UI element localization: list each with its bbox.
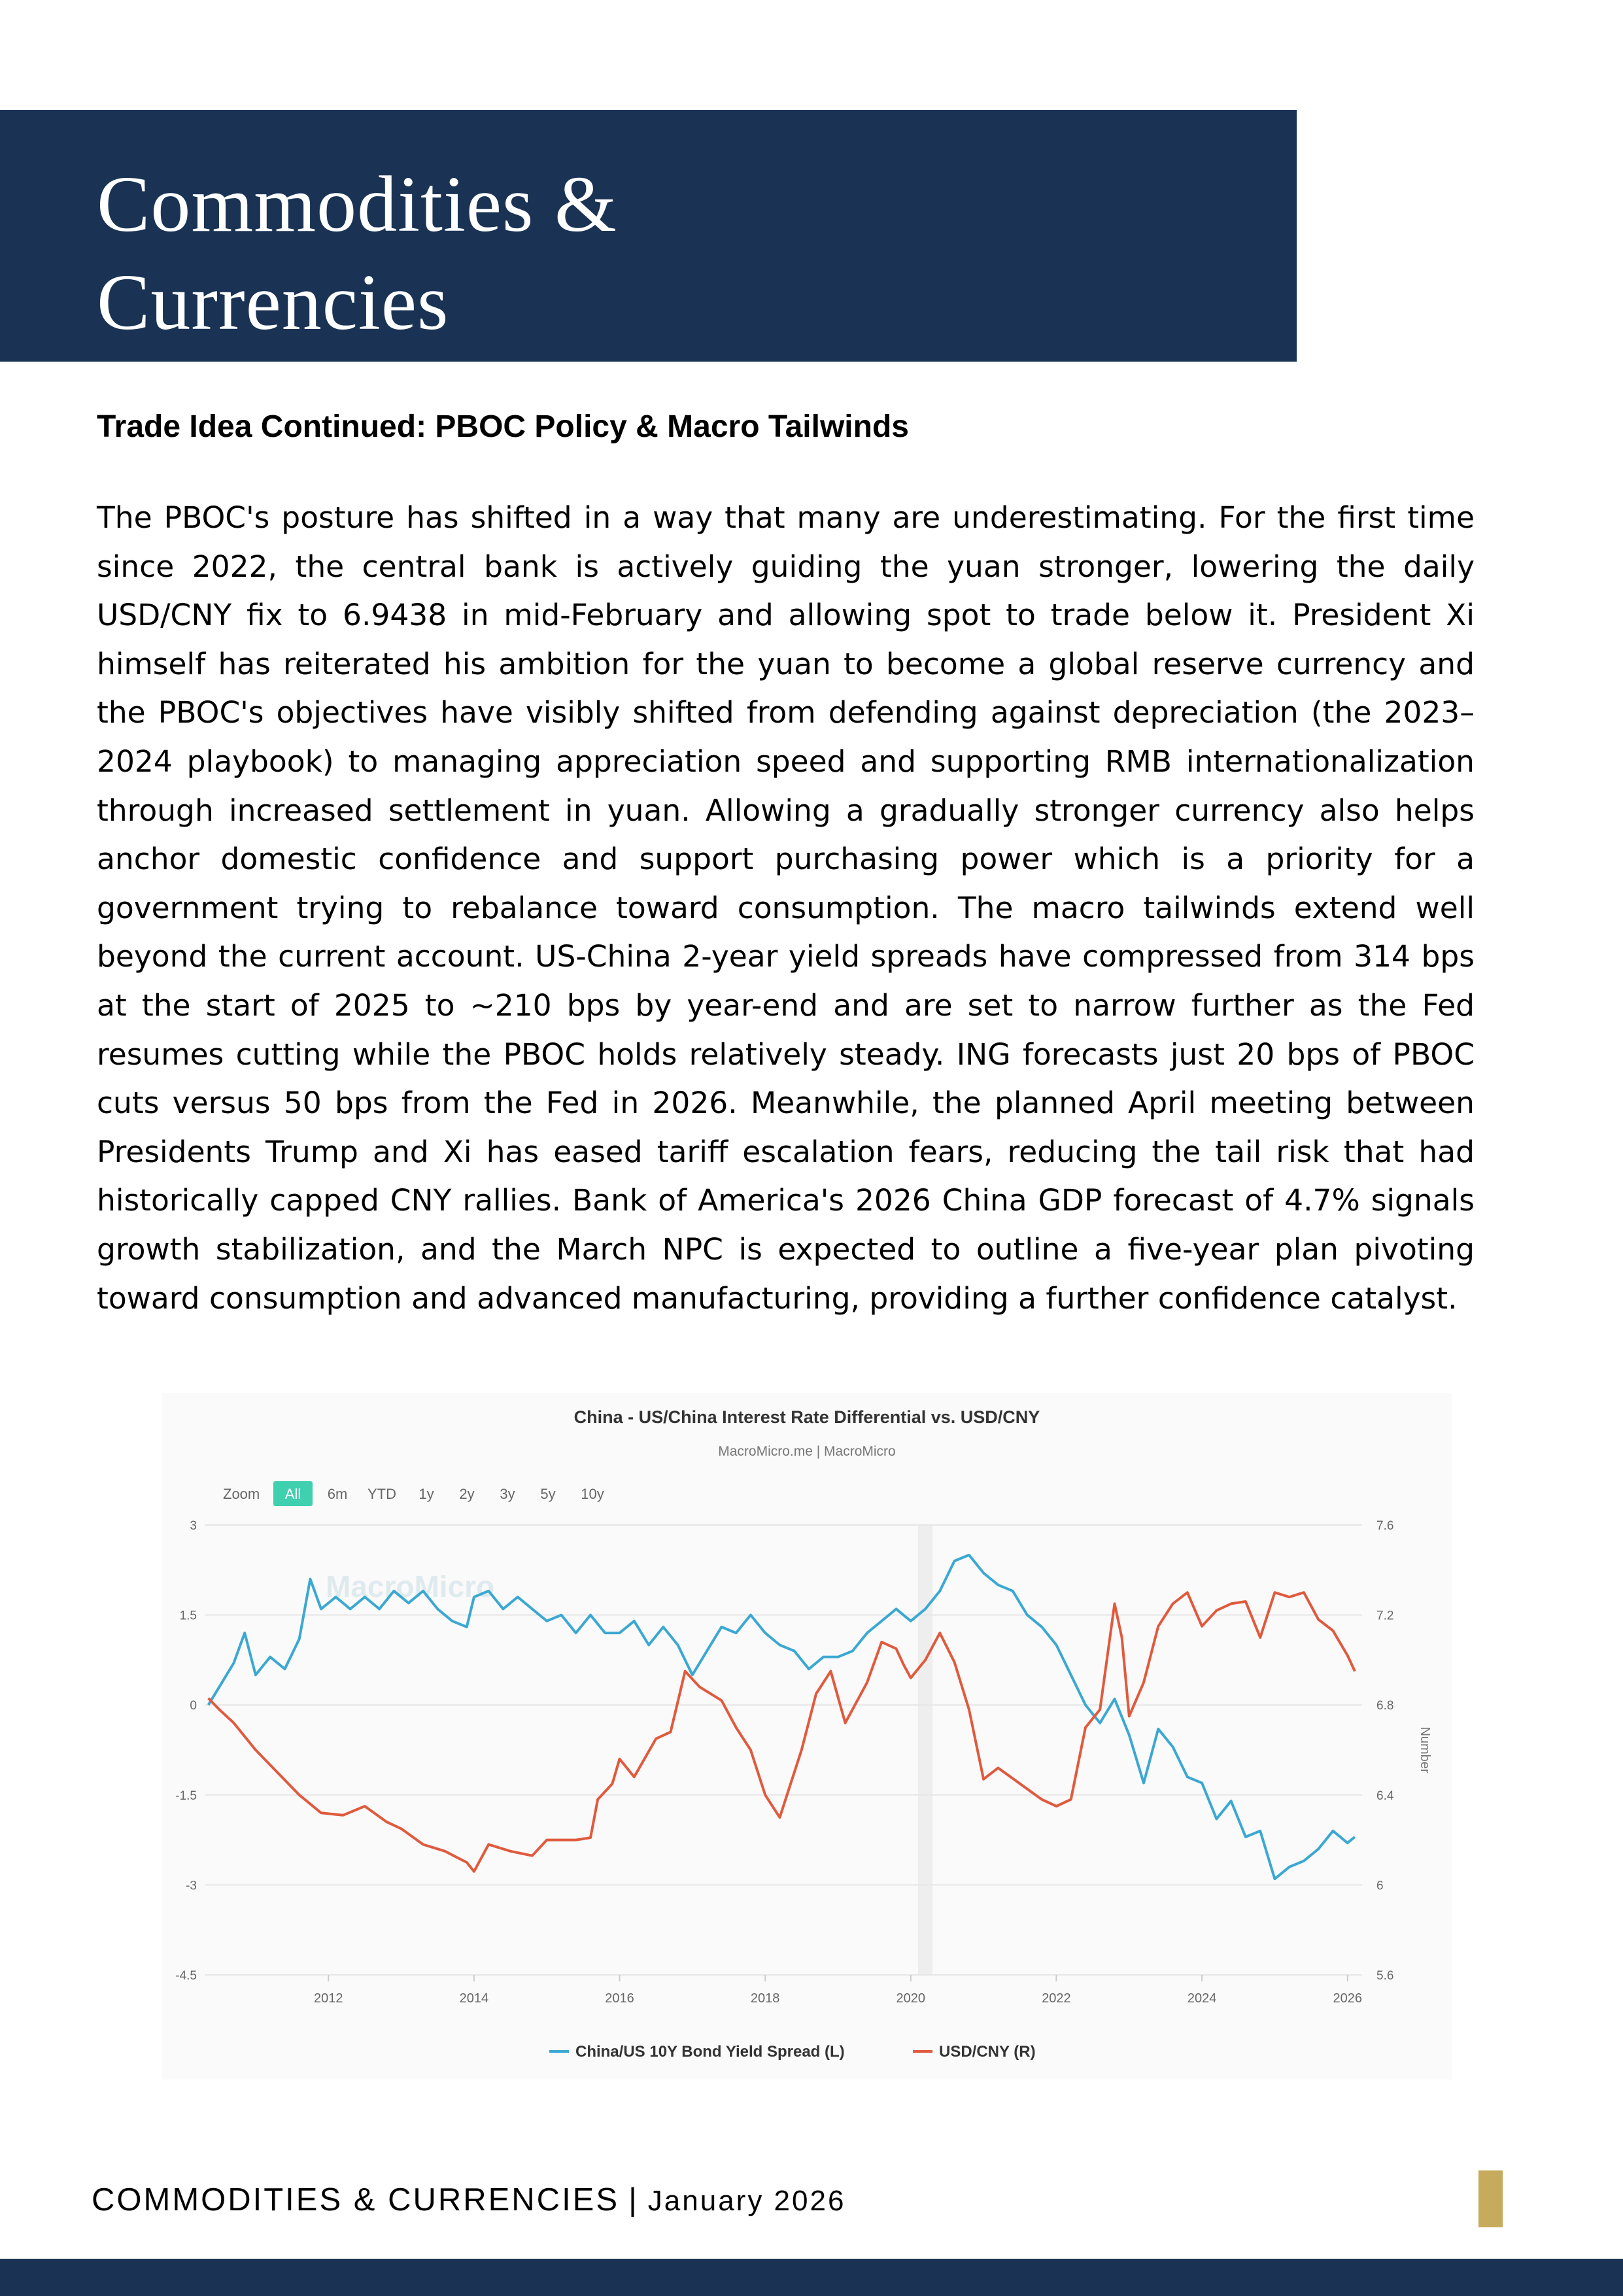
zoom-option-1y[interactable] [419, 1486, 434, 1502]
x-axis-tick: 2024 [1187, 1991, 1217, 2006]
zoom-option-label: All [284, 1486, 301, 1502]
footer [92, 2182, 846, 2218]
right-axis-tick: 7.2 [1376, 1609, 1394, 1623]
zoom-option-2y[interactable] [459, 1486, 474, 1502]
zoom-option-label: 3y [500, 1486, 515, 1502]
footer-date: January 2026 [647, 2185, 846, 2217]
legend-label: China/US 10Y Bond Yield Spread (L) [575, 2043, 845, 2061]
page-title: Commodities & Currencies [97, 160, 617, 347]
left-axis-tick: -3 [186, 1879, 197, 1893]
x-axis-tick: 2014 [459, 1991, 489, 2006]
x-axis-tick: 2022 [1042, 1991, 1071, 2006]
right-axis-tick: 6.4 [1376, 1789, 1394, 1803]
zoom-option-10y[interactable] [581, 1486, 604, 1502]
page-marker [1478, 2170, 1503, 2227]
zoom-option-label: 2y [459, 1486, 475, 1502]
bottom-bar [0, 2259, 1623, 2296]
left-axis-tick: 3 [190, 1519, 197, 1533]
zoom-option-label: 6m [327, 1486, 348, 1502]
left-axis-tick: -1.5 [175, 1789, 197, 1803]
rate-differential-chart [162, 1393, 1452, 2080]
legend-item-usdcny[interactable] [913, 2043, 1036, 2061]
chart-subtitle: MacroMicro.me | MacroMicro [718, 1444, 896, 1459]
legend-label: USD/CNY (R) [939, 2043, 1036, 2061]
chart-panel [162, 1393, 1452, 2080]
zoom-option-5y[interactable] [540, 1486, 555, 1502]
zoom-option-label: 5y [540, 1486, 556, 1502]
zoom-option-label: 1y [419, 1486, 434, 1502]
chart-watermark: MacroMicro [326, 1569, 495, 1603]
legend-item-yield-spread[interactable] [549, 2043, 845, 2061]
zoom-option-ytd[interactable] [367, 1486, 396, 1502]
right-axis-tick: 5.6 [1376, 1969, 1394, 1983]
body-paragraph: The PBOC's posture has shifted in a way that many are underestimating. For the first time since 2022, the central bank is actively guiding the yuan stronger, lowering the daily USD/CNY fix to 6.9438 in mid-February and allowing spot to trade below it. President Xi himself has reiterated his ambition for the yuan to become a global reserve currency and the PBOC's objectives have visibly shifted from defending against depreciation (the 2023–2024 playbook) to managing appreciation speed and supporting RMB internationalization through increased settlement in yuan. Allowing a gradually stronger currency also helps anchor domestic confidence and support purchasing power which is a priority for a government trying to rebalance toward consumption. The macro tailwinds extend well beyond the current account. US-China 2-year yield spreads have compressed from 314 bps at the start of 2025 to ~210 bps by year-end and are set to narrow further as the Fed resumes cutting while the PBOC holds relatively steady. ING forecasts just 20 bps of PBOC cuts versus 50 bps from the Fed in 2026. Meanwhile, the planned April meeting between Presidents Trump and Xi has eased tariff escalation fears, reducing the tail risk that had historically capped CNY rallies. Bank of America's 2026 China GDP forecast of 4.7% signals growth stabilization, and the March NPC is expected to outline a five-year plan pivoting toward consumption and advanced manufacturing, providing a further confidence catalyst. [97, 500, 1475, 1316]
recession-band [918, 1525, 932, 1975]
x-axis-tick: 2012 [313, 1991, 343, 2006]
right-axis-tick: 6 [1376, 1879, 1384, 1893]
zoom-option-all[interactable] [273, 1481, 313, 1506]
zoom-option-label: YTD [367, 1486, 396, 1502]
zoom-option-label: 10y [581, 1486, 604, 1502]
zoom-option-3y[interactable] [500, 1486, 515, 1502]
right-axis-tick: 6.8 [1376, 1699, 1394, 1713]
x-axis-tick: 2020 [896, 1991, 926, 2006]
left-axis-tick: -4.5 [175, 1969, 197, 1983]
x-axis-tick: 2026 [1333, 1991, 1362, 2006]
left-axis-tick: 0 [190, 1699, 197, 1713]
right-axis-label: Number [1418, 1726, 1432, 1773]
right-axis-tick: 7.6 [1376, 1519, 1394, 1533]
left-axis-tick: 1.5 [179, 1609, 197, 1623]
x-axis-tick: 2016 [605, 1991, 634, 2006]
zoom-option-6m[interactable] [328, 1486, 348, 1502]
section-heading: Trade Idea Continued: PBOC Policy & Macro Tailwinds [97, 409, 909, 444]
x-axis-tick: 2018 [750, 1991, 780, 2006]
footer-separator: | [628, 2182, 639, 2218]
chart-title: China - US/China Interest Rate Differential vs. USD/CNY [573, 1407, 1040, 1427]
usdcny-line [209, 1592, 1355, 1872]
footer-title: COMMODITIES & CURRENCIES [92, 2182, 620, 2218]
yield-spread-line [209, 1555, 1355, 1879]
zoom-label: Zoom [223, 1486, 260, 1502]
